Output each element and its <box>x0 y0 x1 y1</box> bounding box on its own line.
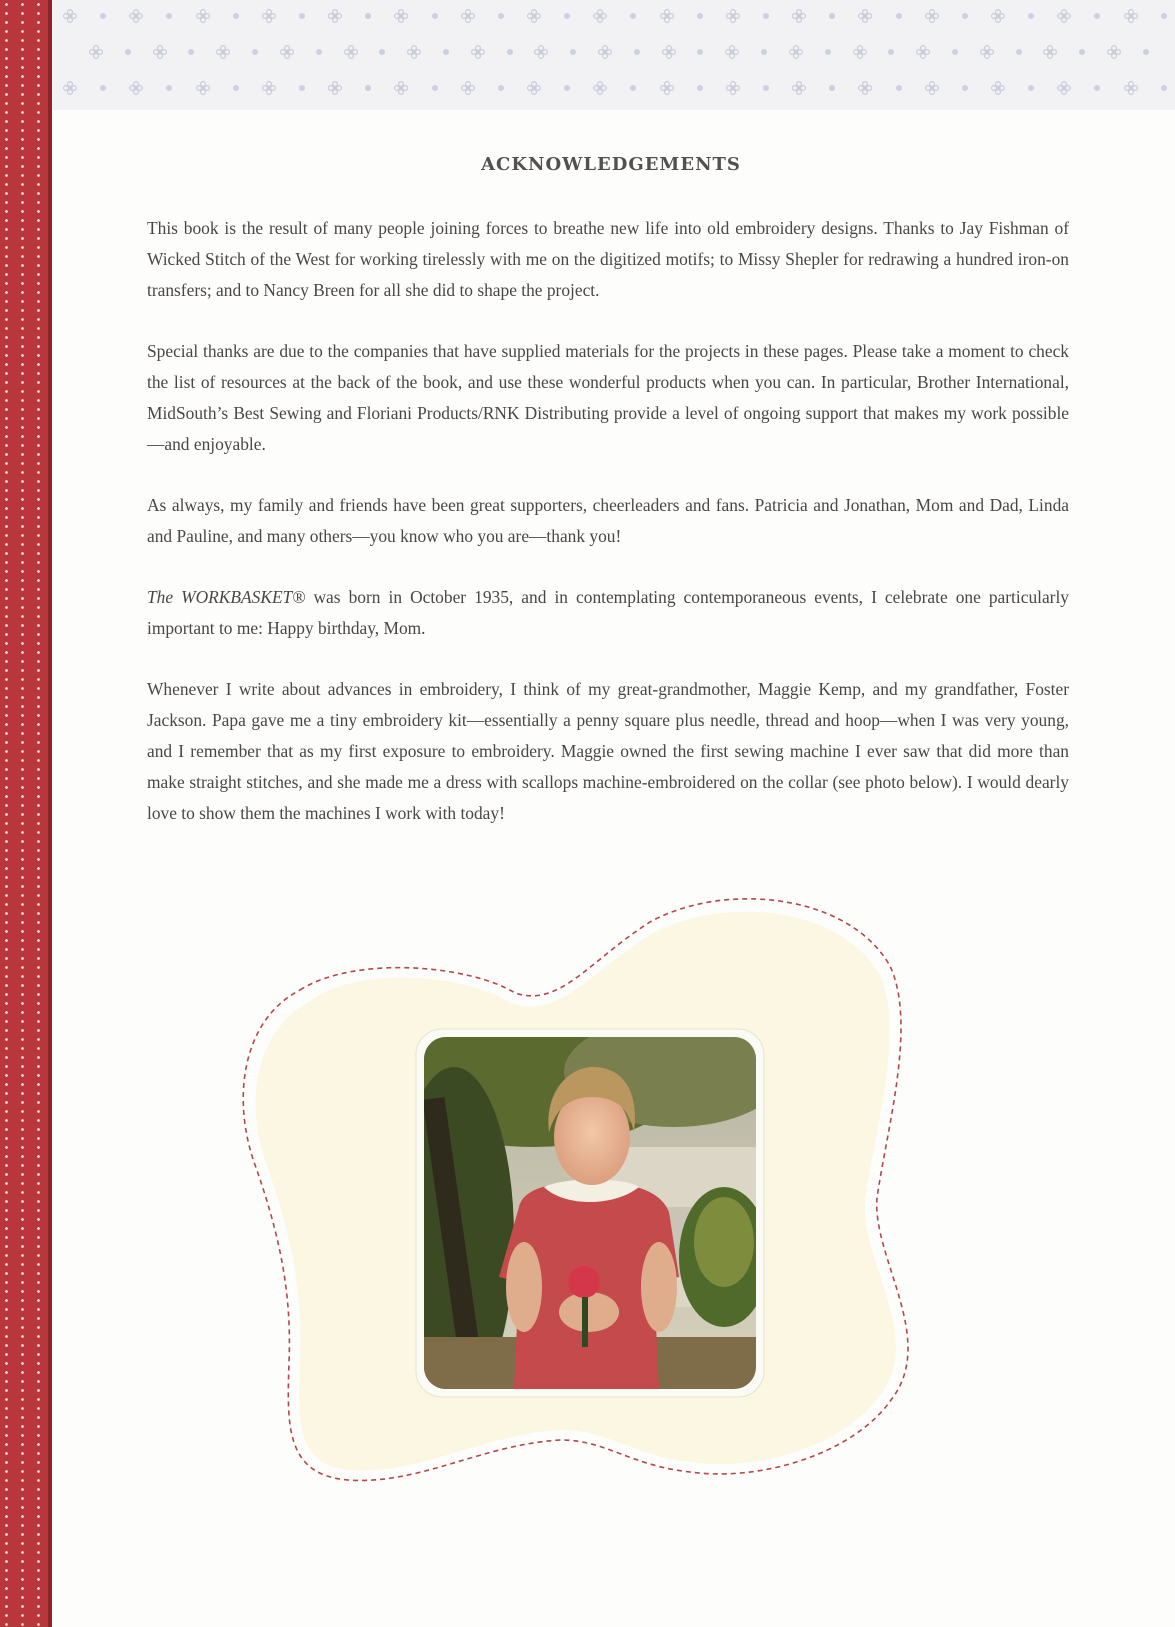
paragraph-family: As always, my family and friends have been great supporters, cheerleaders and fans. Patricia and Jonathan, Mom and Dad, Linda and Pauline, and many others—you know who you are—thank you! <box>147 495 1069 546</box>
girl-arm-left <box>506 1242 542 1332</box>
flower-icon <box>857 8 873 24</box>
flower-icon <box>924 80 940 96</box>
flower-icon <box>128 8 144 24</box>
dot-ornament <box>697 85 703 91</box>
flower-icon <box>393 8 409 24</box>
flower-icon <box>533 44 549 60</box>
dot-ornament <box>188 49 194 55</box>
spine-edge <box>48 0 52 1627</box>
paragraph-family-history: Whenever I write about advances in embroidery, I think of my great-grandmother, Maggie Kemp, and my grandfather, Foster Jackson. Papa gave me a tiny embroidery kit—essentially a penny square plus needle, thread and hoop—when I was very young, and I remember that as my first exposure to embroidery. Maggie owned the first sewing machine I ever saw that did more than make straight stitches, and she made me a dress with scallops machine-embroidered on the collar (see photo below). I would dearly love to show them the machines I work with today! <box>147 679 1069 823</box>
paragraph-credits: This book is the result of many people joining forces to breathe new life into old embroidery designs. Thanks to Jay Fishman of Wicked Stitch of the West for working tirelessly with me on the digitized motifs; to Missy Shepler for redrawing a hundred iron-on transfers; and to Nancy Breen for all she did to shape the project. <box>147 218 1069 300</box>
flower-icon <box>791 80 807 96</box>
flower-icon <box>852 44 868 60</box>
dot-ornament <box>570 49 576 55</box>
workbasket-text: was born in October 1935, and in contemplating contemporaneous events, I celebrate one particularly important to me: Happy birthday, Mom. <box>147 587 1070 638</box>
dot-ornament <box>365 85 371 91</box>
flower-icon <box>659 80 675 96</box>
dot-ornament <box>365 13 371 19</box>
pattern-row <box>62 6 1167 26</box>
spine-stitch-right <box>37 0 40 1627</box>
flower-icon <box>526 8 542 24</box>
flower-icon <box>724 44 740 60</box>
flower-icon <box>979 44 995 60</box>
flower-icon <box>327 8 343 24</box>
dot-ornament <box>316 49 322 55</box>
dot-ornament <box>962 85 968 91</box>
dot-ornament <box>432 13 438 19</box>
flower-icon <box>152 44 168 60</box>
flower-icon <box>661 44 677 60</box>
flower-icon <box>393 80 409 96</box>
dot-ornament <box>763 13 769 19</box>
page-title: ACKNOWLEDGEMENTS <box>481 154 741 175</box>
flower-icon <box>1106 44 1122 60</box>
bush-right-light <box>694 1197 754 1287</box>
dot-ornament <box>952 49 958 55</box>
flower-icon <box>406 44 422 60</box>
photo-illustration <box>424 1037 756 1389</box>
dot-ornament <box>1016 49 1022 55</box>
flower-icon <box>1123 80 1139 96</box>
spine-stitch-left <box>5 0 8 1627</box>
dot-ornament <box>1094 85 1100 91</box>
flower-icon <box>343 44 359 60</box>
flower-icon <box>592 8 608 24</box>
dot-ornament <box>697 13 703 19</box>
flower-icon <box>592 80 608 96</box>
dot-ornament <box>888 49 894 55</box>
pattern-row <box>88 42 1149 62</box>
flower-stem <box>582 1297 588 1347</box>
flower-icon <box>62 80 78 96</box>
flower-icon <box>460 8 476 24</box>
flower-icon <box>526 80 542 96</box>
flower-icon <box>990 8 1006 24</box>
flower-icon <box>1056 80 1072 96</box>
pattern-row <box>62 78 1167 98</box>
flower-icon <box>924 8 940 24</box>
dot-ornament <box>564 13 570 19</box>
flower-icon <box>279 44 295 60</box>
dot-ornament <box>166 85 172 91</box>
spine-stitch-middle <box>21 0 24 1627</box>
flower-icon <box>725 80 741 96</box>
dot-ornament <box>233 85 239 91</box>
dot-ornament <box>697 49 703 55</box>
dot-ornament <box>630 85 636 91</box>
dot-ornament <box>829 85 835 91</box>
flower-icon <box>327 80 343 96</box>
dot-ornament <box>498 85 504 91</box>
flower-icon <box>1056 8 1072 24</box>
flower-icon <box>857 80 873 96</box>
flower-icon <box>261 80 277 96</box>
dot-ornament <box>962 13 968 19</box>
dot-ornament <box>100 85 106 91</box>
workbasket-title: The WORKBASKET® <box>147 587 306 607</box>
flower-icon <box>915 44 931 60</box>
acknowledgements-body <box>147 213 1069 859</box>
dot-ornament <box>432 85 438 91</box>
flower-icon <box>88 44 104 60</box>
girl-in-red-dress-photo <box>424 1037 756 1389</box>
dot-ornament <box>630 13 636 19</box>
flower-icon <box>990 80 1006 96</box>
girl-hands <box>559 1292 619 1332</box>
dot-ornament <box>166 13 172 19</box>
header-pattern-band <box>52 0 1175 110</box>
flower-icon <box>195 80 211 96</box>
flower-icon <box>460 80 476 96</box>
red-spine-border <box>0 0 52 1627</box>
dot-ornament <box>299 85 305 91</box>
dot-ornament <box>634 49 640 55</box>
dot-ornament <box>825 49 831 55</box>
dot-ornament <box>1028 85 1034 91</box>
dot-ornament <box>125 49 131 55</box>
flower-icon <box>791 8 807 24</box>
dot-ornament <box>1161 85 1167 91</box>
dot-ornament <box>1079 49 1085 55</box>
dot-ornament <box>564 85 570 91</box>
paragraph-workbasket <box>147 582 1069 644</box>
girl-arm-right <box>641 1242 677 1332</box>
dot-ornament <box>299 13 305 19</box>
flower-icon <box>195 8 211 24</box>
dot-ornament <box>761 49 767 55</box>
flower-bloom <box>568 1266 600 1298</box>
flower-icon <box>1042 44 1058 60</box>
dot-ornament <box>896 13 902 19</box>
dot-ornament <box>507 49 513 55</box>
dot-ornament <box>233 13 239 19</box>
dot-ornament <box>1143 49 1149 55</box>
dot-ornament <box>1028 13 1034 19</box>
dot-ornament <box>100 13 106 19</box>
flower-icon <box>597 44 613 60</box>
dot-ornament <box>498 13 504 19</box>
dot-ornament <box>763 85 769 91</box>
dot-ornament <box>443 49 449 55</box>
flower-icon <box>788 44 804 60</box>
flower-icon <box>659 8 675 24</box>
flower-icon <box>261 8 277 24</box>
flower-icon <box>725 8 741 24</box>
flower-icon <box>1123 8 1139 24</box>
dot-ornament <box>896 85 902 91</box>
dot-ornament <box>379 49 385 55</box>
dot-ornament <box>252 49 258 55</box>
paragraph-sponsors: Special thanks are due to the companies that have supplied materials for the projects in these pages. Please take a moment to check the list of resources at the back of the book, and use these wonderful products when you can. In particular, Brother International, MidSouth’s Best Sewing and Floriani Products/RNK Distributing provide a level of ongoing support that makes my work possible—and enjoyable. <box>147 341 1069 454</box>
dot-ornament <box>829 13 835 19</box>
flower-icon <box>128 80 144 96</box>
flower-icon <box>470 44 486 60</box>
flower-icon <box>215 44 231 60</box>
dot-ornament <box>1094 13 1100 19</box>
dot-ornament <box>1161 13 1167 19</box>
flower-icon <box>62 8 78 24</box>
